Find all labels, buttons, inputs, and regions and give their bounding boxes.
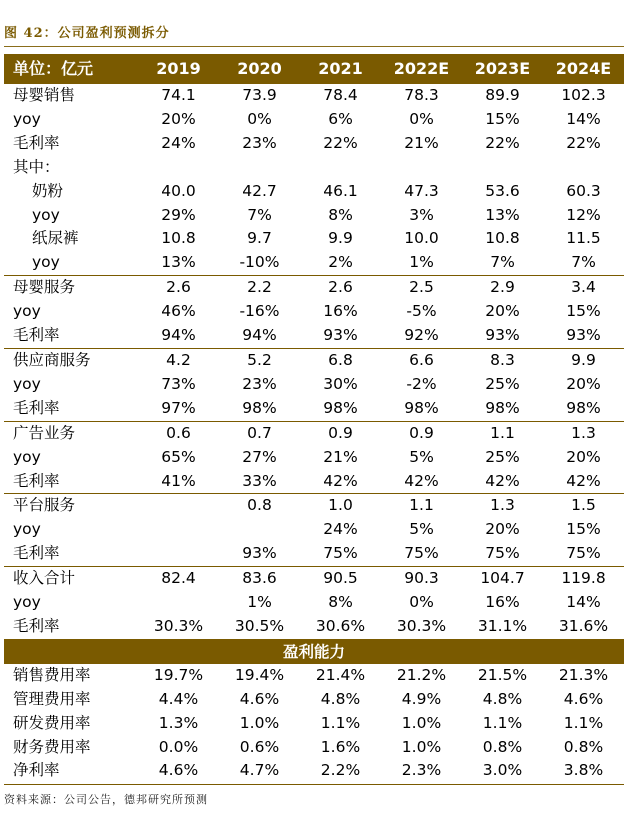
value-cell: 22% [323, 133, 358, 152]
value-cell: 15% [485, 109, 520, 128]
table-row [4, 204, 624, 228]
value-cell: 98% [300, 397, 381, 421]
value-cell: 8% [328, 593, 353, 612]
table-row [4, 421, 624, 445]
value-cell: 15% [566, 302, 601, 321]
row-label: 毛利率 [13, 133, 60, 152]
value-cell: 30% [323, 374, 358, 393]
header-row [4, 54, 624, 84]
section-banner-row [4, 639, 624, 664]
row-label: 母婴服务 [13, 278, 76, 297]
table-row [4, 156, 624, 180]
value-cell: 0% [409, 593, 434, 612]
row-label: 毛利率 [4, 324, 138, 348]
value-cell: 15% [566, 520, 601, 539]
value-cell: 20% [485, 520, 520, 539]
row-label: 毛利率 [4, 615, 138, 639]
value-cell: 0.6% [239, 737, 280, 756]
value-cell [381, 156, 462, 180]
value-cell: 89.9 [485, 86, 520, 104]
value-cell: 119.8 [561, 569, 606, 588]
value-cell: 1.3 [571, 423, 596, 442]
value-cell: 97% [138, 397, 219, 421]
table-row [4, 615, 624, 639]
value-cell: 73% [161, 374, 196, 393]
value-cell: 74.1 [161, 86, 196, 104]
title-rule [4, 46, 624, 47]
value-cell: 5.2 [247, 350, 272, 369]
row-label: 财务费用率 [13, 737, 91, 756]
table-row [4, 227, 624, 251]
value-cell: 2.6 [166, 278, 191, 297]
value-cell: 92% [381, 324, 462, 348]
value-cell: -2% [406, 374, 437, 393]
row-label: 供应商服务 [13, 350, 91, 369]
value-cell: 1.1% [320, 713, 361, 732]
value-cell: 5% [409, 520, 434, 539]
value-cell: 5% [409, 447, 434, 466]
value-cell [219, 156, 300, 180]
value-cell: 1.3 [490, 496, 515, 515]
year-header: 2021 [300, 54, 381, 84]
value-cell: 4.9% [401, 689, 442, 708]
value-cell [138, 542, 219, 566]
value-cell: 2% [300, 251, 381, 275]
table-row [4, 470, 624, 494]
value-cell: 78.4 [323, 86, 358, 104]
value-cell: 24% [161, 133, 196, 152]
row-label: 净利率 [13, 761, 60, 780]
value-cell: 0% [247, 109, 272, 128]
value-cell: 90.3 [404, 569, 439, 588]
value-cell: 30.3% [138, 615, 219, 639]
value-cell: 98% [381, 397, 462, 421]
value-cell: 93% [543, 324, 624, 348]
value-cell: 0% [409, 109, 434, 128]
value-cell: 6.8 [328, 350, 353, 369]
table-row [4, 688, 624, 712]
value-cell: 19.7% [153, 665, 204, 684]
value-cell: 22% [485, 133, 520, 152]
value-cell: 30.6% [300, 615, 381, 639]
value-cell: 13% [485, 205, 520, 224]
value-cell: 20% [485, 302, 520, 321]
table-row [4, 446, 624, 470]
value-cell: 1.0% [401, 713, 442, 732]
table-row [4, 84, 624, 108]
value-cell: 102.3 [561, 86, 606, 104]
row-label: 毛利率 [4, 397, 138, 421]
value-cell: 4.2 [166, 350, 191, 369]
value-cell: 12% [566, 205, 601, 224]
value-cell: 6.6 [409, 350, 434, 369]
value-cell: 16% [485, 593, 520, 612]
value-cell: 2.9 [490, 278, 515, 297]
value-cell: 0.0% [158, 737, 199, 756]
value-cell: 31.6% [543, 615, 624, 639]
table-row [4, 518, 624, 542]
value-cell: 65% [161, 447, 196, 466]
value-cell [138, 591, 219, 615]
value-cell: 21% [404, 133, 439, 152]
value-cell: 3% [409, 205, 434, 224]
value-cell: 0.7 [247, 423, 272, 442]
value-cell: 82.4 [161, 569, 196, 588]
table-row [4, 348, 624, 372]
value-cell: 104.7 [480, 569, 525, 588]
value-cell: 73.9 [242, 86, 277, 104]
value-cell: 3.0% [482, 761, 523, 780]
profitability-banner: 盈利能力 [4, 639, 624, 664]
value-cell: 25% [485, 447, 520, 466]
year-header: 2023E [462, 54, 543, 84]
value-cell: 1.0 [328, 496, 353, 515]
value-cell: 30.5% [219, 615, 300, 639]
value-cell: 21.4% [315, 665, 366, 684]
value-cell: 9.9 [328, 229, 353, 248]
row-label: 管理费用率 [13, 689, 91, 708]
row-label: yoy [4, 251, 138, 275]
table-row [4, 759, 624, 783]
table-row [4, 132, 624, 156]
value-cell: 75% [462, 542, 543, 566]
value-cell: 93% [219, 542, 300, 566]
table-row [4, 736, 624, 760]
table-row [4, 664, 624, 688]
value-cell: 1.1 [409, 496, 434, 515]
row-label: 纸尿裤 [32, 229, 79, 248]
row-label: 母婴销售 [13, 86, 76, 104]
value-cell: 1% [247, 593, 272, 612]
value-cell: 6% [328, 109, 353, 128]
value-cell: 75% [381, 542, 462, 566]
row-label: yoy [13, 374, 41, 393]
row-label: yoy [13, 593, 41, 612]
value-cell: 75% [543, 542, 624, 566]
row-label: 其中： [13, 157, 60, 176]
table-row [4, 276, 624, 300]
value-cell: 42.7 [242, 181, 277, 200]
value-cell: 94% [138, 324, 219, 348]
value-cell: 0.8 [247, 496, 272, 515]
row-label: yoy [13, 447, 41, 466]
figure-title: 图 42：公司盈利预测拆分 [4, 26, 170, 41]
value-cell: 93% [300, 324, 381, 348]
value-cell: 8.3 [490, 350, 515, 369]
value-cell: 7% [247, 205, 272, 224]
value-cell: 7% [543, 251, 624, 275]
value-cell: 1.1% [482, 713, 523, 732]
value-cell: 31.1% [462, 615, 543, 639]
value-cell: 1.1 [490, 423, 515, 442]
table-header [4, 54, 624, 84]
value-cell [138, 494, 219, 518]
year-header: 2022E [381, 54, 462, 84]
row-label: yoy [13, 109, 41, 128]
value-cell: 1.5 [571, 496, 596, 515]
table-row [4, 542, 624, 566]
value-cell: -10% [219, 251, 300, 275]
value-cell: 4.4% [158, 689, 199, 708]
table-row [4, 494, 624, 518]
row-label: 毛利率 [4, 542, 138, 566]
value-cell: 2.3% [401, 761, 442, 780]
table-row [4, 251, 624, 275]
value-cell: 60.3 [566, 181, 601, 200]
value-cell: 98% [219, 397, 300, 421]
value-cell: 10.0 [404, 229, 439, 248]
value-cell [462, 156, 543, 180]
value-cell: 1.0% [401, 737, 442, 756]
row-label: 收入合计 [13, 569, 76, 588]
table-row [4, 373, 624, 397]
value-cell: 10.8 [485, 229, 520, 248]
row-label: yoy [13, 520, 41, 539]
value-cell: 4.8% [482, 689, 523, 708]
value-cell: 93% [462, 324, 543, 348]
value-cell: 4.6% [158, 761, 199, 780]
value-cell: 14% [566, 593, 601, 612]
value-cell: 41% [138, 470, 219, 494]
table-row [4, 397, 624, 421]
row-label: yoy [13, 302, 41, 321]
value-cell: 42% [381, 470, 462, 494]
forecast-table-wrap [4, 54, 624, 783]
unit-label: 单位：亿元 [4, 54, 138, 84]
value-cell: 46% [161, 302, 196, 321]
source-note: 资料来源：公司公告，德邦研究所预测 [4, 793, 208, 806]
table-row [4, 300, 624, 324]
table-row [4, 324, 624, 348]
value-cell: 14% [566, 109, 601, 128]
value-cell: 2.5 [409, 278, 434, 297]
value-cell: 47.3 [404, 181, 439, 200]
value-cell: -5% [406, 302, 437, 321]
value-cell: 27% [242, 447, 277, 466]
value-cell: 1% [381, 251, 462, 275]
value-cell: 53.6 [485, 181, 520, 200]
value-cell: 94% [219, 324, 300, 348]
value-cell: 23% [242, 374, 277, 393]
value-cell: 0.8% [482, 737, 523, 756]
value-cell: 42% [300, 470, 381, 494]
value-cell: 20% [566, 374, 601, 393]
value-cell: 1.3% [158, 713, 199, 732]
value-cell: 21% [323, 447, 358, 466]
value-cell: 21.3% [558, 665, 609, 684]
value-cell: 4.7% [239, 761, 280, 780]
value-cell: 25% [485, 374, 520, 393]
year-header: 2020 [219, 54, 300, 84]
value-cell: 13% [138, 251, 219, 275]
value-cell: 9.9 [571, 350, 596, 369]
value-cell: 42% [543, 470, 624, 494]
value-cell: 23% [242, 133, 277, 152]
table-row [4, 712, 624, 736]
row-label: 销售费用率 [13, 665, 91, 684]
value-cell: 20% [161, 109, 196, 128]
row-label: 毛利率 [4, 470, 138, 494]
value-cell: 24% [323, 520, 358, 539]
table-body [4, 84, 624, 783]
value-cell: 46.1 [323, 181, 358, 200]
value-cell: 21.5% [477, 665, 528, 684]
row-label: yoy [32, 205, 60, 224]
value-cell: 1.1% [563, 713, 604, 732]
value-cell: 4.6% [563, 689, 604, 708]
value-cell: 98% [543, 397, 624, 421]
row-label: 奶粉 [32, 181, 64, 200]
value-cell: 7% [462, 251, 543, 275]
value-cell: 4.6% [239, 689, 280, 708]
bottom-rule [4, 784, 624, 785]
row-label: 平台服务 [13, 496, 76, 515]
value-cell: 22% [566, 133, 601, 152]
year-header: 2024E [543, 54, 624, 84]
value-cell: 21.2% [396, 665, 447, 684]
value-cell: 20% [566, 447, 601, 466]
value-cell: 30.3% [381, 615, 462, 639]
year-header: 2019 [138, 54, 219, 84]
value-cell: 75% [300, 542, 381, 566]
row-label: 研发费用率 [13, 713, 91, 732]
value-cell [138, 518, 219, 542]
value-cell: 98% [462, 397, 543, 421]
value-cell: 33% [219, 470, 300, 494]
table-row [4, 591, 624, 615]
forecast-table [4, 54, 624, 783]
value-cell: 0.9 [409, 423, 434, 442]
row-label: 广告业务 [13, 423, 76, 442]
value-cell: 1.6% [320, 737, 361, 756]
value-cell: 83.6 [242, 569, 277, 588]
value-cell: -16% [239, 302, 280, 321]
value-cell: 78.3 [404, 86, 439, 104]
table-row [4, 180, 624, 204]
value-cell [300, 156, 381, 180]
value-cell: 4.8% [320, 689, 361, 708]
value-cell: 0.8% [563, 737, 604, 756]
value-cell: 2.2% [320, 761, 361, 780]
value-cell: 40.0 [161, 181, 196, 200]
value-cell: 8% [328, 205, 353, 224]
value-cell [219, 518, 300, 542]
table-row [4, 567, 624, 591]
value-cell: 42% [462, 470, 543, 494]
value-cell: 11.5 [566, 229, 601, 248]
value-cell: 3.8% [563, 761, 604, 780]
value-cell: 2.2 [247, 278, 272, 297]
value-cell: 19.4% [234, 665, 285, 684]
value-cell: 1.0% [239, 713, 280, 732]
table-row [4, 108, 624, 132]
value-cell: 2.6 [328, 278, 353, 297]
value-cell: 3.4 [571, 278, 596, 297]
value-cell: 0.9 [328, 423, 353, 442]
value-cell: 9.7 [247, 229, 272, 248]
value-cell [138, 156, 219, 180]
value-cell: 10.8 [161, 229, 196, 248]
value-cell: 0.6 [166, 423, 191, 442]
value-cell [543, 156, 624, 180]
value-cell: 90.5 [323, 569, 358, 588]
value-cell: 29% [161, 205, 196, 224]
value-cell: 16% [323, 302, 358, 321]
